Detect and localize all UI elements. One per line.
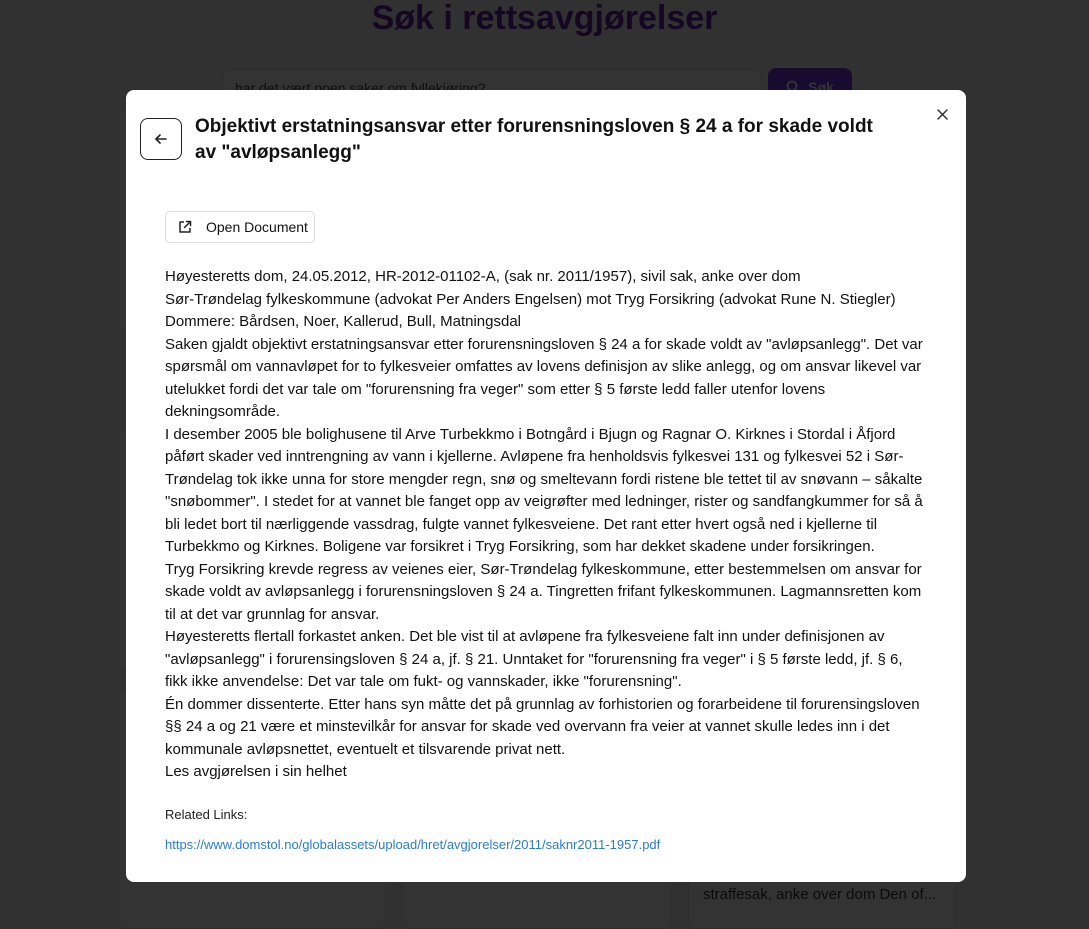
summary-paragraph: Saken gjaldt objektivt erstatningsansvar etter forurensningsloven § 24 a for skade voldt av "avløpsanlegg". Det var spørsmål om vannavløpet for to fylkesveier omfattes av lovens definisjon av slike anlegg, og om ansvar likevel var utelukket fordi det var tale om "forurensning fra veger" som etter § 5 første ledd faller utenfor lovens dekningsområde. <box>165 335 923 420</box>
open-document-button[interactable] <box>165 211 315 243</box>
summary-paragraph: I desember 2005 ble bolighusene til Arve Turbekkmo i Botngård i Bjugn og Ragnar O. Kirknes i Stordal i Åfjord påført skader ved inntrengning av vann i kjellerne. Avløpene fra henholdsvis fylkesvei 131 og fylkesvei 52 i Sør-Trøndelag tok ikke unna for store mengder regn, snø og smeltevann fordi ristene ble tettet til av snøvann – såkalte "snøbommer". I stedet for at vannet ble fanget opp av veigrøfter med ledninger, rister og sandfangkummer for så å bli ledet bort til nærliggende vassdrag, fulgte vannet fylkesveiene. Det rant etter hvert også ned i kjellerne til Turbekkmo og Kirknes. Boligene var forsikret i Tryg Forsikring, som har dekket skadene under forsikringen. <box>165 425 923 555</box>
summary-paragraph: Tryg Forsikring krevde regress av veienes eier, Sør-Trøndelag fylkeskommune, etter bestemmelsen om ansvar for skade voldt av avløpsanlegg i forurensningsloven § 24 a. Tingretten frifant fylkeskommunen. Lagmannsretten kom til at det var grunnlag for ansvar. <box>165 560 922 623</box>
close-button[interactable] <box>932 104 952 124</box>
document-summary <box>165 266 927 784</box>
document-modal <box>126 90 966 882</box>
modal-title: Objektivt erstatningsansvar etter forurensningsloven § 24 a for skade voldt av "avløpsanlegg" <box>195 116 873 163</box>
summary-paragraph: Dommere: Bårdsen, Noer, Kallerud, Bull, Matningsdal <box>165 313 522 330</box>
summary-paragraph: Høyesteretts flertall forkastet anken. Det ble vist til at avløpene fra fylkesveiene falt inn under definisjonen av "avløpsanlegg" i forurensingsloven § 24 a, jf. § 21. Unntaket for "forurensning fra veger" i § 5 første ledd, jf. § 6, fikk ikke anvendelse: Det var tale om fukt- og vannskader, ikke "forurensning". <box>165 628 903 690</box>
external-link-icon <box>178 220 192 234</box>
summary-paragraph: Høyesteretts dom, 24.05.2012, HR-2012-01102-A, (sak nr. 2011/1957), sivil sak, anke over dom <box>165 268 801 285</box>
back-button[interactable] <box>140 118 182 160</box>
related-links-label: Related Links: <box>165 807 248 822</box>
summary-paragraph: Les avgjørelsen i sin helhet <box>165 763 347 780</box>
close-icon <box>937 109 948 120</box>
summary-paragraph: Én dommer dissenterte. Etter hans syn måtte det på grunnlag av forhistorien og forarbeidene til forurensingsloven §§ 24 a og 21 være et minstevilkår for ansvar for skade ved overvann fra veier at vannet skulle ledes inn i det kommunale avløpsnettet, eventuelt et tilsvarende privat nett. <box>165 695 920 758</box>
related-link[interactable]: https://www.domstol.no/globalassets/upload/hret/avgjorelser/2011/saknr2011-1957.pdf <box>165 837 661 852</box>
open-document-label: Open Document <box>206 219 308 235</box>
summary-paragraph: Sør-Trøndelag fylkeskommune (advokat Per Anders Engelsen) mot Tryg Forsikring (advokat Rune N. Stiegler) <box>165 290 896 308</box>
arrow-left-icon <box>154 132 168 146</box>
